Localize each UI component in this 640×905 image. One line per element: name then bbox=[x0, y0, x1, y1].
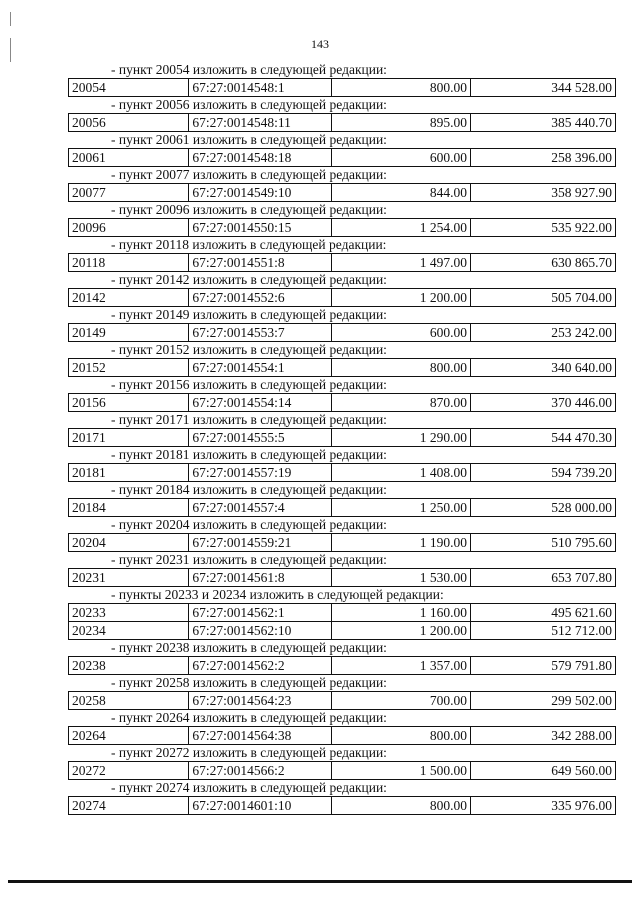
amendment-heading: - пункт 20181 изложить в следующей редакции: bbox=[111, 447, 387, 462]
value-cell: 544 470.30 bbox=[471, 429, 616, 447]
amendment-heading: - пункт 20171 изложить в следующей редакции: bbox=[111, 412, 387, 427]
area-cell: 800.00 bbox=[331, 79, 470, 97]
item-number-cell: 20152 bbox=[69, 359, 189, 377]
amendment-table bbox=[68, 533, 616, 552]
amendment-table bbox=[68, 726, 616, 745]
table-row bbox=[69, 569, 616, 587]
value-cell: 340 640.00 bbox=[471, 359, 616, 377]
table-row bbox=[69, 604, 616, 622]
item-number-cell: 20181 bbox=[69, 464, 189, 482]
area-cell: 700.00 bbox=[331, 692, 470, 710]
amendment-heading: - пункт 20231 изложить в следующей редакции: bbox=[111, 552, 387, 567]
area-cell: 895.00 bbox=[331, 114, 470, 132]
item-number-cell: 20118 bbox=[69, 254, 189, 272]
amendment-heading: - пункт 20274 изложить в следующей редакции: bbox=[111, 780, 387, 795]
cadastral-number-cell: 67:27:0014548:11 bbox=[189, 114, 331, 132]
amendment-heading: - пункт 20152 изложить в следующей редакции: bbox=[111, 342, 387, 357]
cadastral-number-cell: 67:27:0014562:10 bbox=[189, 622, 331, 640]
amendment-table bbox=[68, 183, 616, 202]
value-cell: 510 795.60 bbox=[471, 534, 616, 552]
value-cell: 512 712.00 bbox=[471, 622, 616, 640]
amendment-heading: - пункт 20056 изложить в следующей редакции: bbox=[111, 97, 387, 112]
cadastral-number-cell: 67:27:0014554:1 bbox=[189, 359, 331, 377]
item-number-cell: 20096 bbox=[69, 219, 189, 237]
amendment-table bbox=[68, 568, 616, 587]
cadastral-number-cell: 67:27:0014564:38 bbox=[189, 727, 331, 745]
amendment-heading: - пункт 20156 изложить в следующей редакции: bbox=[111, 377, 387, 392]
item-number-cell: 20238 bbox=[69, 657, 189, 675]
value-cell: 299 502.00 bbox=[471, 692, 616, 710]
area-cell: 800.00 bbox=[331, 797, 470, 815]
cadastral-number-cell: 67:27:0014548:1 bbox=[189, 79, 331, 97]
cadastral-number-cell: 67:27:0014548:18 bbox=[189, 149, 331, 167]
table-row bbox=[69, 534, 616, 552]
item-number-cell: 20171 bbox=[69, 429, 189, 447]
table-row bbox=[69, 149, 616, 167]
table-row bbox=[69, 727, 616, 745]
area-cell: 1 200.00 bbox=[331, 622, 470, 640]
area-cell: 1 254.00 bbox=[331, 219, 470, 237]
area-cell: 800.00 bbox=[331, 727, 470, 745]
value-cell: 579 791.80 bbox=[471, 657, 616, 675]
area-cell: 844.00 bbox=[331, 184, 470, 202]
amendment-table bbox=[68, 796, 616, 815]
table-row bbox=[69, 464, 616, 482]
amendment-table bbox=[68, 148, 616, 167]
value-cell: 258 396.00 bbox=[471, 149, 616, 167]
area-cell: 870.00 bbox=[331, 394, 470, 412]
amendment-heading: - пункт 20118 изложить в следующей редакции: bbox=[111, 237, 387, 252]
cadastral-number-cell: 67:27:0014555:5 bbox=[189, 429, 331, 447]
value-cell: 253 242.00 bbox=[471, 324, 616, 342]
cadastral-number-cell: 67:27:0014566:2 bbox=[189, 762, 331, 780]
amendment-table bbox=[68, 218, 616, 237]
margin-mark bbox=[10, 38, 11, 62]
amendment-table bbox=[68, 691, 616, 710]
table-row bbox=[69, 184, 616, 202]
amendment-table bbox=[68, 113, 616, 132]
value-cell: 653 707.80 bbox=[471, 569, 616, 587]
margin-mark bbox=[10, 12, 11, 26]
value-cell: 344 528.00 bbox=[471, 79, 616, 97]
area-cell: 600.00 bbox=[331, 149, 470, 167]
area-cell: 1 530.00 bbox=[331, 569, 470, 587]
value-cell: 594 739.20 bbox=[471, 464, 616, 482]
value-cell: 630 865.70 bbox=[471, 254, 616, 272]
value-cell: 385 440.70 bbox=[471, 114, 616, 132]
bottom-rule bbox=[8, 880, 632, 883]
value-cell: 505 704.00 bbox=[471, 289, 616, 307]
item-number-cell: 20234 bbox=[69, 622, 189, 640]
amendment-table bbox=[68, 253, 616, 272]
value-cell: 649 560.00 bbox=[471, 762, 616, 780]
table-row bbox=[69, 499, 616, 517]
table-row bbox=[69, 254, 616, 272]
amendment-heading: - пункт 20272 изложить в следующей редакции: bbox=[111, 745, 387, 760]
amendment-heading: - пункт 20054 изложить в следующей редакции: bbox=[111, 62, 387, 77]
cadastral-number-cell: 67:27:0014557:19 bbox=[189, 464, 331, 482]
cadastral-number-cell: 67:27:0014564:23 bbox=[189, 692, 331, 710]
cadastral-number-cell: 67:27:0014553:7 bbox=[189, 324, 331, 342]
table-row bbox=[69, 289, 616, 307]
page-number: 143 bbox=[311, 37, 329, 51]
table-row bbox=[69, 622, 616, 640]
amendment-table bbox=[68, 358, 616, 377]
table-row bbox=[69, 657, 616, 675]
value-cell: 342 288.00 bbox=[471, 727, 616, 745]
table-row bbox=[69, 114, 616, 132]
cadastral-number-cell: 67:27:0014552:6 bbox=[189, 289, 331, 307]
item-number-cell: 20149 bbox=[69, 324, 189, 342]
table-row bbox=[69, 219, 616, 237]
item-number-cell: 20156 bbox=[69, 394, 189, 412]
item-number-cell: 20056 bbox=[69, 114, 189, 132]
cadastral-number-cell: 67:27:0014557:4 bbox=[189, 499, 331, 517]
amendment-heading: - пункт 20142 изложить в следующей редакции: bbox=[111, 272, 387, 287]
amendment-heading: - пункт 20149 изложить в следующей редакции: bbox=[111, 307, 387, 322]
item-number-cell: 20258 bbox=[69, 692, 189, 710]
amendment-heading: - пункт 20061 изложить в следующей редакции: bbox=[111, 132, 387, 147]
amendment-table bbox=[68, 463, 616, 482]
amendment-table bbox=[68, 761, 616, 780]
cadastral-number-cell: 67:27:0014561:8 bbox=[189, 569, 331, 587]
item-number-cell: 20184 bbox=[69, 499, 189, 517]
area-cell: 1 160.00 bbox=[331, 604, 470, 622]
cadastral-number-cell: 67:27:0014551:8 bbox=[189, 254, 331, 272]
item-number-cell: 20204 bbox=[69, 534, 189, 552]
item-number-cell: 20142 bbox=[69, 289, 189, 307]
value-cell: 335 976.00 bbox=[471, 797, 616, 815]
table-row bbox=[69, 797, 616, 815]
item-number-cell: 20233 bbox=[69, 604, 189, 622]
amendment-table bbox=[68, 603, 616, 640]
amendment-heading: - пункт 20258 изложить в следующей редакции: bbox=[111, 675, 387, 690]
table-row bbox=[69, 359, 616, 377]
item-number-cell: 20061 bbox=[69, 149, 189, 167]
item-number-cell: 20054 bbox=[69, 79, 189, 97]
cadastral-number-cell: 67:27:0014562:2 bbox=[189, 657, 331, 675]
amendment-heading: - пункт 20184 изложить в следующей редакции: bbox=[111, 482, 387, 497]
item-number-cell: 20077 bbox=[69, 184, 189, 202]
amendment-table bbox=[68, 323, 616, 342]
value-cell: 535 922.00 bbox=[471, 219, 616, 237]
value-cell: 528 000.00 bbox=[471, 499, 616, 517]
table-row bbox=[69, 692, 616, 710]
table-row bbox=[69, 762, 616, 780]
area-cell: 1 497.00 bbox=[331, 254, 470, 272]
table-row bbox=[69, 429, 616, 447]
amendment-table bbox=[68, 78, 616, 97]
amendment-table bbox=[68, 428, 616, 447]
cadastral-number-cell: 67:27:0014549:10 bbox=[189, 184, 331, 202]
item-number-cell: 20231 bbox=[69, 569, 189, 587]
table-row bbox=[69, 394, 616, 412]
amendment-heading: - пункт 20264 изложить в следующей редакции: bbox=[111, 710, 387, 725]
cadastral-number-cell: 67:27:0014554:14 bbox=[189, 394, 331, 412]
item-number-cell: 20264 bbox=[69, 727, 189, 745]
table-row bbox=[69, 324, 616, 342]
cadastral-number-cell: 67:27:0014562:1 bbox=[189, 604, 331, 622]
amendment-heading: - пункт 20238 изложить в следующей редакции: bbox=[111, 640, 387, 655]
cadastral-number-cell: 67:27:0014601:10 bbox=[189, 797, 331, 815]
amendments-body bbox=[68, 62, 616, 815]
amendment-heading: - пункт 20077 изложить в следующей редакции: bbox=[111, 167, 387, 182]
value-cell: 358 927.90 bbox=[471, 184, 616, 202]
amendment-table bbox=[68, 288, 616, 307]
area-cell: 600.00 bbox=[331, 324, 470, 342]
amendment-table bbox=[68, 393, 616, 412]
area-cell: 1 250.00 bbox=[331, 499, 470, 517]
area-cell: 1 290.00 bbox=[331, 429, 470, 447]
table-row bbox=[69, 79, 616, 97]
area-cell: 800.00 bbox=[331, 359, 470, 377]
cadastral-number-cell: 67:27:0014550:15 bbox=[189, 219, 331, 237]
area-cell: 1 200.00 bbox=[331, 289, 470, 307]
value-cell: 370 446.00 bbox=[471, 394, 616, 412]
cadastral-number-cell: 67:27:0014559:21 bbox=[189, 534, 331, 552]
item-number-cell: 20272 bbox=[69, 762, 189, 780]
amendment-heading: - пункт 20204 изложить в следующей редакции: bbox=[111, 517, 387, 532]
amendment-table bbox=[68, 498, 616, 517]
area-cell: 1 357.00 bbox=[331, 657, 470, 675]
area-cell: 1 408.00 bbox=[331, 464, 470, 482]
value-cell: 495 621.60 bbox=[471, 604, 616, 622]
amendment-heading: - пункт 20096 изложить в следующей редакции: bbox=[111, 202, 387, 217]
amendment-heading: - пункты 20233 и 20234 изложить в следующей редакции: bbox=[111, 587, 444, 602]
area-cell: 1 500.00 bbox=[331, 762, 470, 780]
item-number-cell: 20274 bbox=[69, 797, 189, 815]
area-cell: 1 190.00 bbox=[331, 534, 470, 552]
amendment-table bbox=[68, 656, 616, 675]
